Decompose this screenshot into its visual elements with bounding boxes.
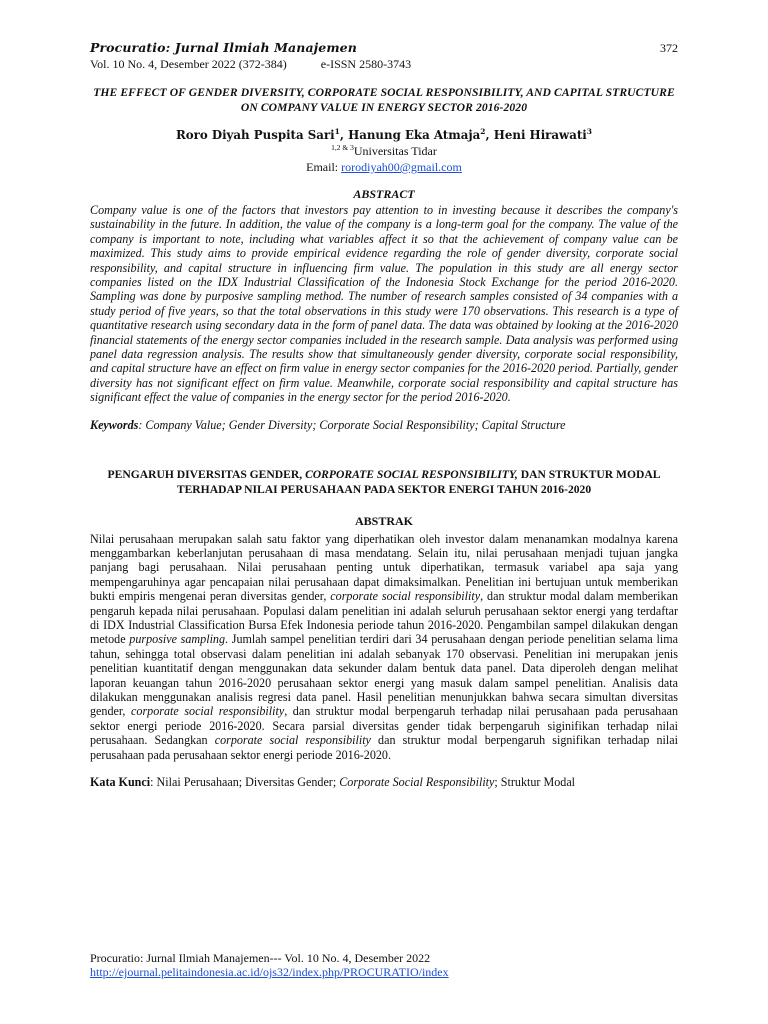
kata-kunci-3: ; Struktur Modal bbox=[494, 775, 576, 790]
author-3-sup: 3 bbox=[586, 127, 592, 136]
abstrak-italic-4: corporate social responsibility bbox=[214, 733, 371, 748]
issn: e-ISSN 2580-3743 bbox=[320, 57, 412, 71]
abstrak-italic-1: corporate social responsibility bbox=[330, 589, 481, 604]
abstract-en-text: Company value is one of the factors that investors pay attention to in investing because it describes the company's sustainability in the future. In addition, the value of the company is a long-term goal for the company. The value of the company is important to note, including what variables affect it so that the achievement of company value can be maximized. This study aims to provide empirical evidence regarding the role of gender diversity, corporate social responsibility, and capital structure in influencing firm value. The population in this study are all energy sector companies listed on the IDX Industrial Classification of the Indonesia Stock Exchange for the period 2016-2020. Sampling was done by purposive sampling method. The number of research samples consisted of 34 companies with a study period of five years, so that the total observations in this study were 170 observations. This research is a type of quantitative research using secondary data in the form of panel data. The data was obtained by looking at the 2016-2020 financial statements of the energy sector companies included in the research sample. Data analysis was performed using panel data regression analysis. The results show that simultaneously gender diversity, corporate social responsibility, and capital structure have an effect on firm value in energy sector companies for the 2016-2020 period. Partially, gender diversity has not significant effect on firm value. Meanwhile, corporate social responsibility and capital structure has significant effect the value of companies in the energy sector for the period 2016-2020. bbox=[90, 202, 678, 405]
keywords-en bbox=[90, 418, 678, 433]
kata-kunci-label: Kata Kunci bbox=[90, 775, 151, 790]
footer-citation: Procuratio: Jurnal Ilmiah Manajemen--- Vol. 10 No. 4, Desember 2022 bbox=[90, 951, 431, 965]
author-3: Heni Hirawati bbox=[493, 127, 587, 142]
title-id-part-2: CORPORATE SOCIAL RESPONSIBILITY, bbox=[305, 467, 518, 481]
kata-kunci-1: : Nilai Perusahaan; Diversitas Gender; bbox=[150, 775, 340, 790]
author-1: Roro Diyah Puspita Sari bbox=[175, 127, 335, 142]
abstrak-seg-1: Nilai perusahaan merupakan salah satu faktor yang diperhatikan oleh investor dalam menanamkan modalnya karena menggambarkan keberlanjutan perusahaan di masa mendatang. Selain itu, nilai perusahaan menjadi tujuan jangka panjang bagi perusahaan. Nilai perusahaan penting untuk diperhatikan, termasuk variabel apa saja yang mempengaruhinya agar pencapaian nilai perusahaan dapat dimaksimalkan. Penelitian ini bertujuan untuk memberikan bukti empiris mengenai peran diversitas gender, bbox=[90, 531, 678, 604]
email-link[interactable]: rorodiyah00@gmail.com bbox=[341, 159, 462, 174]
email-line bbox=[90, 160, 678, 175]
abstract-id-text bbox=[90, 532, 678, 763]
abstract-heading: ABSTRACT bbox=[353, 186, 415, 201]
abstrak-heading: ABSTRAK bbox=[354, 513, 413, 528]
email-label: Email: bbox=[306, 159, 342, 174]
keywords-label: Keywords bbox=[90, 417, 139, 432]
author-1-sup: 1 bbox=[334, 127, 340, 136]
author-list: Roro Diyah Puspita Sari$^1$, Hanung Eka Atmaja$^2$, Heni Hirawati$^3$ bbox=[175, 127, 592, 142]
author-2-sup: 2 bbox=[480, 127, 486, 136]
title-id-part-3: DAN STRUKTUR MODAL TERHADAP NILAI PERUSAHAAN PADA SEKTOR ENERGI TAHUN 2016-2020 bbox=[176, 467, 661, 496]
abstrak-seg-2: , dan struktur modal dalam memberikan pengaruh kepada nilai perusahaan. Populasi dalam penelitian ini adalah seluruh perusahaan sektor energi yang terdaftar di IDX Industrial Classification Bursa Efek Indonesia periode tahun 2016-2020. Pengambilan sampel dilakukan dengan metode bbox=[90, 589, 678, 647]
abstrak-italic-2: purposive sampling bbox=[129, 632, 226, 647]
volume-info: Vol. 10 No. 4, Desember 2022 (372-384) bbox=[90, 57, 287, 71]
abstrak-seg-3: . Jumlah sampel penelitian terdiri dari 34 perusahaan dengan periode penelitian selama lima tahun, sehingga total observasi dalam penelitian ini adalah sebanyak 170 observasi. Penelitian ini merupakan jenis penelitian kuantitatif dengan menggunakan data sekunder dalam bentuk data panel. Data diperoleh dengan melihat laporan keuangan tahun 2016-2020 perusahaan sektor energi yang masuk dalam sampel penelitian. Analisis data dilakukan menggunakan analisis regresi data panel. Hasil penelitian menunjukkan bahwa secara simultan diversitas gender, bbox=[90, 632, 678, 719]
abstrak-italic-3: corporate social responsibility bbox=[131, 704, 285, 719]
journal-name: Procuratio: Jurnal Ilmiah Manajemen bbox=[90, 40, 357, 55]
abstrak-seg-4: , dan struktur modal berpengaruh terhadap nilai perusahaan pada perusahaan sektor energi periode 2016-2020. Secara parsial diversitas gender tidak berpengaruh siginifikan terhadap nilai perusahaan. Sedangkan bbox=[90, 704, 678, 748]
title-id-part-1: PENGARUH DIVERSITAS GENDER, bbox=[107, 467, 306, 481]
affiliation-sup: 1,2 & 3 bbox=[331, 142, 354, 152]
page-footer bbox=[90, 951, 678, 979]
affiliation-name: Universitas Tidar bbox=[353, 143, 437, 158]
paper-title-en: THE EFFECT OF GENDER DIVERSITY, CORPORATE SOCIAL RESPONSIBILITY, AND CAPITAL STRUCTURE ON COMPANY VALUE IN ENERGY SECTOR 2016-2020 bbox=[93, 86, 675, 114]
paper-title-id bbox=[90, 467, 678, 497]
keywords-id bbox=[90, 775, 678, 790]
page-number: 372 bbox=[660, 41, 678, 55]
affiliation bbox=[90, 143, 678, 159]
kata-kunci-2: Corporate Social Responsibility bbox=[339, 775, 495, 790]
keywords-list: : Company Value; Gender Diversity; Corporate Social Responsibility; Capital Structure bbox=[138, 417, 566, 432]
abstrak-seg-5: dan struktur modal berpengaruh signifikan terhadap nilai perusahaan pada perusahaan sektor energi periode 2016-2020. bbox=[90, 733, 678, 762]
volume-line bbox=[90, 57, 678, 72]
footer-url-link[interactable]: http://ejournal.pelitaindonesia.ac.id/ojs32/index.php/PROCURATIO/index bbox=[90, 965, 449, 979]
paper-page bbox=[90, 40, 678, 790]
author-2: Hanung Eka Atmaja bbox=[348, 127, 481, 142]
running-header bbox=[90, 40, 678, 56]
